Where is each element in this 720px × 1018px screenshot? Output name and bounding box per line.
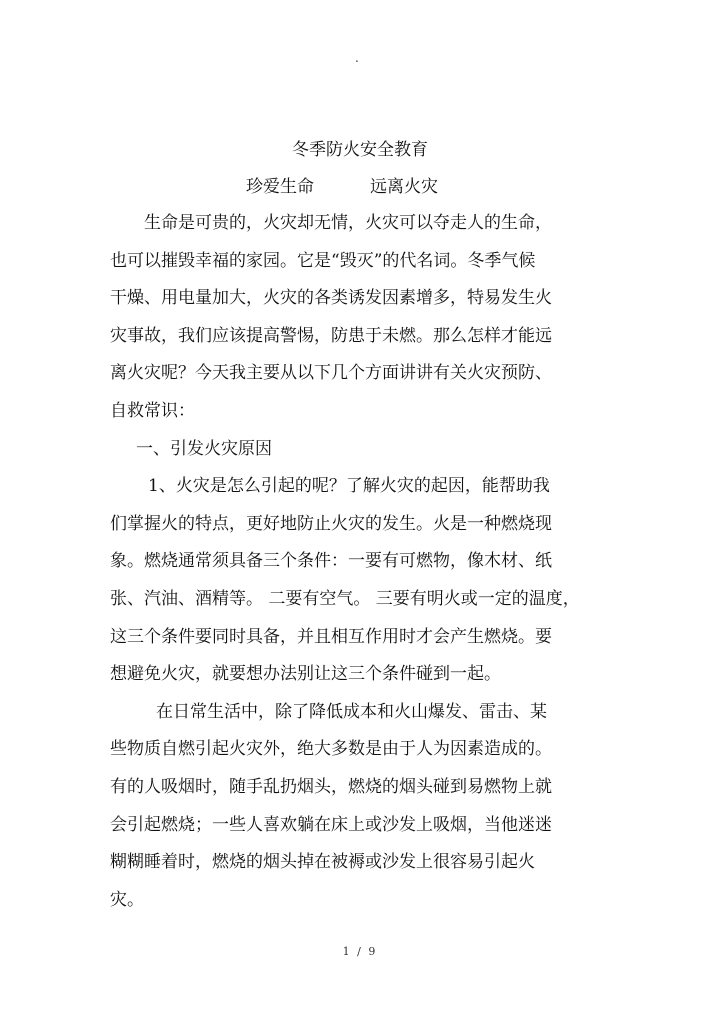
paragraph-line: 这三个条件要同时具备，并且相互作用时才会产生燃烧。要: [110, 626, 552, 647]
paragraph-line: 会引起燃烧；一些人喜欢躺在床上或沙发上吸烟，当他迷迷: [110, 814, 552, 835]
paragraph-line: 1、火灾是怎么引起的呢？了解火灾的起因，能帮助我: [148, 476, 550, 497]
section-heading: 一、引发火灾原因: [136, 438, 272, 459]
paragraph-line: 自救常识：: [110, 400, 195, 421]
paragraph-line: 张、汽油、酒精等。 二要有空气。 三要有明火或一定的温度，: [110, 588, 580, 609]
paragraph-line: 灾事故，我们应该提高警惕，防患于未燃。那么怎样才能远: [110, 325, 552, 346]
paragraph-line: 们掌握火的特点，更好地防止火灾的发生。火是一种燃烧现: [110, 513, 552, 534]
paragraph-line: 些物质自燃引起火灾外，绝大多数是由于人为因素造成的。: [110, 739, 552, 760]
paragraph-line: 在日常生活中，除了降低成本和火山爆发、雷击、某: [156, 701, 547, 722]
page-indicator: 1 / 9: [342, 945, 378, 958]
subtitle-right: 远离火灾: [370, 177, 438, 197]
page-title: 冬季防火安全教育: [292, 140, 428, 160]
page-subtitle: [246, 173, 438, 201]
paragraph-line: 糊糊睡着时，燃烧的烟头掉在被褥或沙发上很容易引起火: [110, 852, 535, 873]
paragraph-line: 灾。: [110, 889, 144, 910]
body-text: [110, 205, 610, 919]
header-mark: .: [355, 51, 359, 65]
paragraph-line: 想避免火灾，就要想办法别让这三个条件碰到一起。: [110, 664, 501, 685]
subtitle-left: 珍爱生命: [246, 177, 314, 197]
paragraph-line: 离火灾呢？今天我主要从以下几个方面讲讲有关火灾预防、: [110, 363, 552, 384]
paragraph-line: 有的人吸烟时，随手乱扔烟头，燃烧的烟头碰到易燃物上就: [110, 776, 552, 797]
paragraph-line: 生命是可贵的，火灾却无情，火灾可以夺走人的生命，: [144, 213, 552, 233]
paragraph-line: 象。燃烧通常须具备三个条件：一要有可燃物，像木材、纸: [110, 551, 552, 572]
paragraph-line: 干燥、用电量加大，火灾的各类诱发因素增多，特易发生火: [110, 288, 552, 309]
paragraph-line: 也可以摧毁幸福的家园。它是“毁灭”的代名词。冬季气候: [110, 250, 536, 271]
